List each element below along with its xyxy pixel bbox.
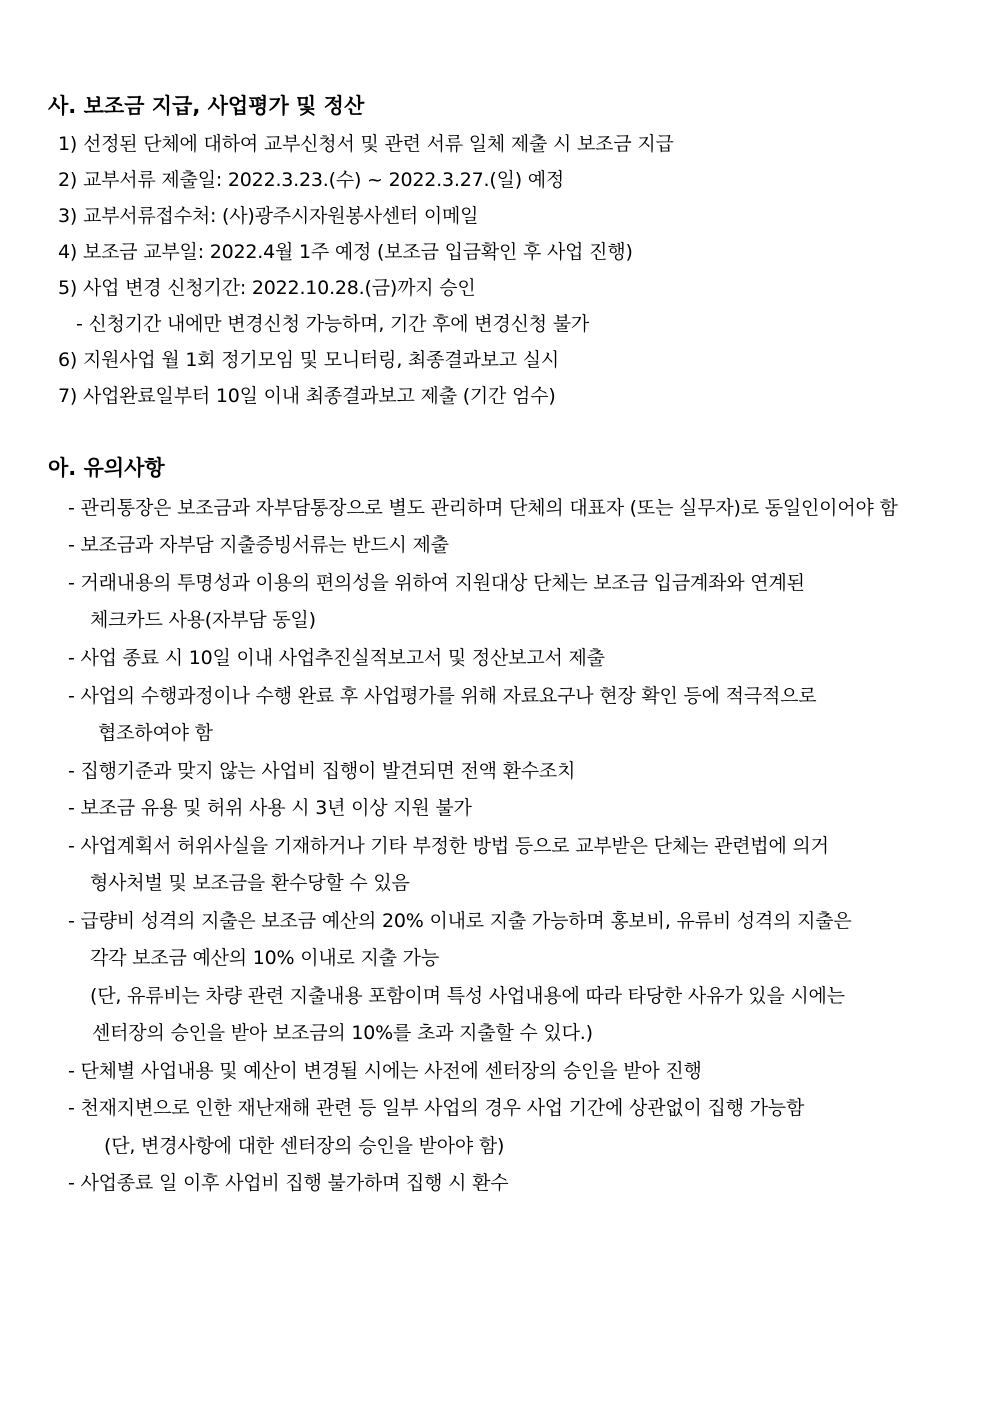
- section-sa-item-1: 1) 선정된 단체에 대하여 교부신청서 및 관련 서류 일체 제출 시 보조금 지급: [58, 133, 674, 155]
- notice-line-8: - 사업계획서 허위사실을 기재하거나 기타 부정한 방법 등으로 교부받은 단체는 관련법에 의거: [68, 835, 829, 857]
- notice-line-9: - 급량비 성격의 지출은 보조금 예산의 20% 이내로 지출 가능하며 홍보비, 유류비 성격의 지출은: [68, 910, 852, 932]
- notice-line-11: - 천재지변으로 인한 재난재해 관련 등 일부 사업의 경우 사업 기간에 상관없이 집행 가능함: [68, 1097, 805, 1119]
- section-sa-item-5: 5) 사업 변경 신청기간: 2022.10.28.(금)까지 승인: [58, 277, 476, 299]
- notice-line-2: - 보조금과 자부담 지출증빙서류는 반드시 제출: [68, 534, 449, 556]
- notice-line-8-cont: 형사처벌 및 보조금을 환수당할 수 있음: [90, 872, 410, 894]
- notice-line-9-note-cont: 센터장의 승인을 받아 보조금의 10%를 초과 지출할 수 있다.): [92, 1022, 593, 1044]
- section-a-title: 아. 유의사항: [48, 456, 165, 480]
- notice-line-4: - 사업 종료 시 10일 이내 사업추진실적보고서 및 정산보고서 제출: [68, 647, 605, 669]
- notice-line-3: - 거래내용의 투명성과 이용의 편의성을 위하여 지원대상 단체는 보조금 입금계좌와 연계된: [68, 572, 805, 594]
- notice-line-1: - 관리통장은 보조금과 자부담통장으로 별도 관리하며 단체의 대표자 (또는 실무자)로 동일인이어야 함: [68, 497, 898, 519]
- notice-line-3-cont: 체크카드 사용(자부담 동일): [90, 609, 316, 631]
- notice-line-9-note: (단, 유류비는 차량 관련 지출내용 포함이며 특성 사업내용에 따라 타당한 사유가 있을 시에는: [90, 985, 845, 1007]
- notice-line-7: - 보조금 유용 및 허위 사용 시 3년 이상 지원 불가: [68, 797, 472, 819]
- section-sa-item-3: 3) 교부서류접수처: (사)광주시자원봉사센터 이메일: [58, 205, 479, 227]
- notice-line-10: - 단체별 사업내용 및 예산이 변경될 시에는 사전에 센터장의 승인을 받아 진행: [68, 1060, 702, 1082]
- section-sa-title: 사. 보조금 지급, 사업평가 및 정산: [48, 94, 365, 118]
- notice-line-6: - 집행기준과 맞지 않는 사업비 집행이 발견되면 전액 환수조치: [68, 760, 576, 782]
- notice-line-5: - 사업의 수행과정이나 수행 완료 후 사업평가를 위해 자료요구나 현장 확인 등에 적극적으로: [68, 685, 817, 707]
- notice-line-11-note: (단, 변경사항에 대한 센터장의 승인을 받아야 함): [104, 1135, 505, 1157]
- notice-line-5-cont: 협조하여야 함: [98, 722, 213, 744]
- notice-line-9-cont: 각각 보조금 예산의 10% 이내로 지출 가능: [90, 947, 439, 969]
- notice-line-12: - 사업종료 일 이후 사업비 집행 불가하며 집행 시 환수: [68, 1172, 509, 1194]
- section-sa-item-4: 4) 보조금 교부일: 2022.4월 1주 예정 (보조금 입금확인 후 사업 진행): [58, 241, 633, 263]
- section-sa-item-6: 6) 지원사업 월 1회 정기모임 및 모니터링, 최종결과보고 실시: [58, 349, 560, 371]
- section-sa-item-5-note: - 신청기간 내에만 변경신청 가능하며, 기간 후에 변경신청 불가: [76, 313, 590, 335]
- section-sa-item-7: 7) 사업완료일부터 10일 이내 최종결과보고 제출 (기간 엄수): [58, 385, 556, 407]
- section-sa-item-2: 2) 교부서류 제출일: 2022.3.23.(수) ~ 2022.3.27.(일) 예정: [58, 169, 565, 191]
